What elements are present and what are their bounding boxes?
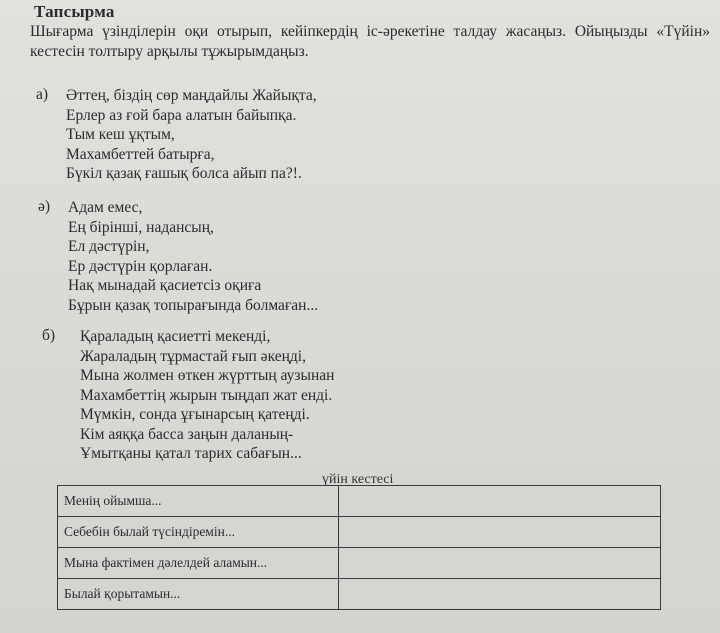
answer-cell[interactable] [339, 579, 661, 610]
poem-line: Кім аяққа басса заңын даланың- [80, 425, 294, 443]
poem-line: Махамбеттің жырын тыңдап жат енді. [80, 386, 333, 404]
poem-line: Мына жолмен өткен жүрттың аузынан [80, 367, 335, 384]
table-row [58, 579, 661, 610]
answer-cell[interactable] [339, 517, 661, 548]
table-row [58, 548, 661, 579]
table-row [58, 517, 661, 548]
poem-line: Махамбеттей батырға, [66, 145, 215, 163]
poem-line: Ел дәстүрін, [68, 238, 150, 255]
task-instruction: Шығарма үзінділерін оқи отырып, кейіпкердің іс-әрекетіне талдау жасаңыз. Ойыңызды «Түйін» кестесін толтыру арқылы тұжырымдаңыз. [30, 23, 710, 60]
poem-line: Жараладың тұрмастай ғып әкеңді, [80, 347, 306, 365]
poem-line: Адам емес, [68, 199, 143, 216]
row-label: Менің ойымша... [58, 486, 339, 517]
row-label: Себебін былай түсіндіремін... [58, 517, 339, 548]
poem-line: Бүкіл қазақ ғашық болса айып па?!. [66, 165, 302, 182]
poem-line: Әттең, біздің сөр маңдайлы Жайықта, [66, 87, 317, 104]
table-row [58, 486, 661, 517]
answer-cell[interactable] [339, 548, 661, 579]
answer-cell[interactable] [339, 486, 661, 517]
excerpt-marker: б) [42, 327, 56, 344]
tuyin-table [57, 485, 661, 610]
row-label: Былай қорытамын... [58, 579, 339, 610]
excerpt-ae [38, 198, 318, 315]
poem-line: Ерлер аз ғой бара алатын байыпқа. [66, 106, 297, 124]
poem-line: Қараладың қасиетті мекенді, [80, 328, 271, 345]
page-title: Тапсырма [34, 2, 115, 21]
excerpt-a [36, 86, 317, 184]
excerpt-marker: ә) [38, 198, 51, 215]
excerpt-b [42, 327, 334, 464]
poem-line: Мүмкін, сонда ұғынарсың қатеңді. [80, 406, 310, 423]
poem-line: Ұмытқаны қатал тарих сабағын... [80, 445, 302, 462]
poem-line: Тым кеш ұқтым, [66, 126, 175, 143]
poem-line: Ең біріншi, надансың, [68, 218, 214, 236]
row-label: Мына фактімен дәлелдей аламын... [58, 548, 339, 579]
excerpt-marker: а) [36, 86, 49, 103]
poem-line: Ер дәстүрін қорлаған. [68, 257, 213, 275]
poem-line: Бұрын қазақ топырағында болмаған... [68, 296, 319, 314]
table-caption: үйін кестесі [322, 472, 394, 487]
poem-line: Нақ мынадай қасиетсіз оқиға [68, 277, 262, 294]
